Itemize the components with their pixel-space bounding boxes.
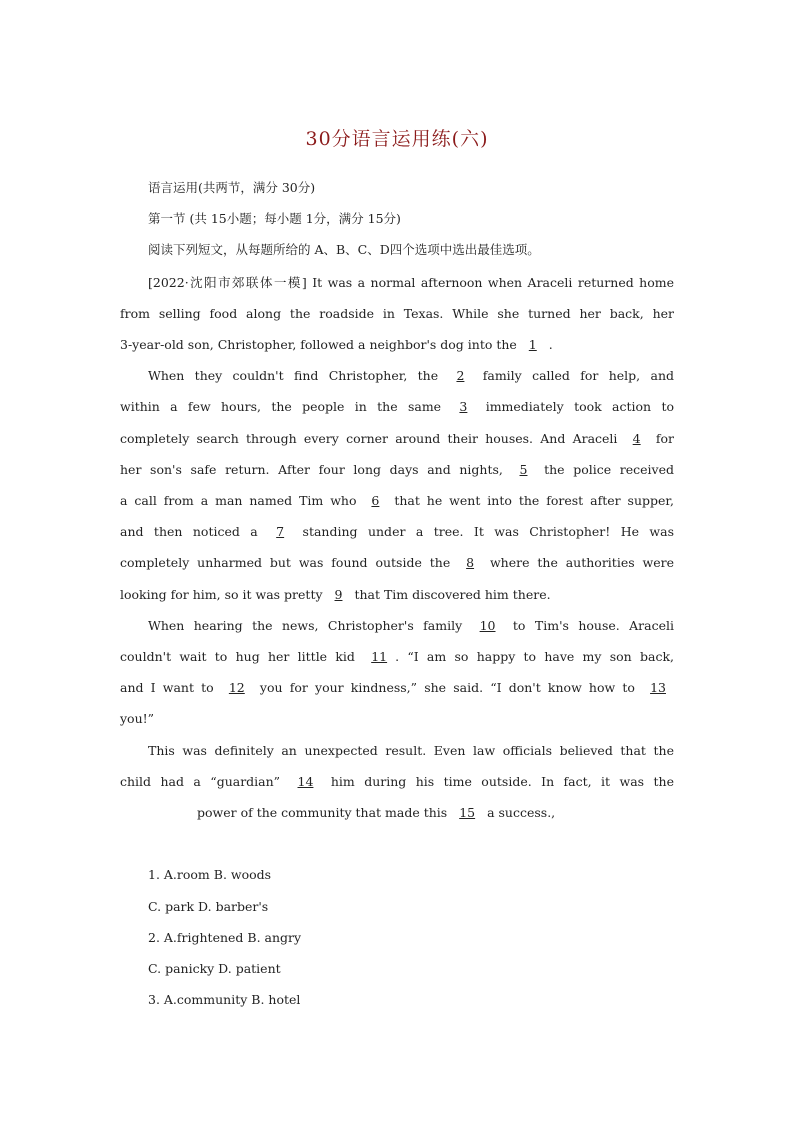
passage-line: completely search through every corner around their houses. And Araceli 4 for — [120, 431, 674, 446]
passage-line: When hearing the news, Christopher's family 10 to Tim's house. Araceli — [148, 618, 675, 633]
task-instructions: 阅读下列短文，从每题所给的 A、B、C、D四个选项中选出最佳选项。 — [148, 242, 540, 257]
passage-line: 3-year-old son, Christopher, followed a neighbor's dog into the 1 . — [120, 337, 553, 352]
passage-line: power of the community that made this 15 a success., — [197, 805, 556, 820]
passage-line: child had a “guardian” 14 him during his time outside. In fact, it was the — [120, 774, 674, 789]
blank-1: 1 — [528, 337, 537, 352]
blank-4: 4 — [632, 431, 641, 446]
section-heading: 语言运用(共两节，满分 30分) — [148, 180, 316, 195]
passage-line: within a few hours, the people in the same 3 immediately took action to — [120, 399, 674, 414]
option-line: 2. A.frightened B. angry — [148, 930, 302, 945]
blank-14: 14 — [297, 774, 314, 789]
passage-line: When they couldn't find Christopher, the 2 family called for help, and — [148, 368, 674, 383]
blank-6: 6 — [371, 493, 380, 508]
passage-line: from selling food along the roadside in Texas. While she turned her back, her — [120, 306, 674, 321]
passage-line: and I want to 12 you for your kindness,” she said. “I don't know how to 13 — [120, 680, 674, 696]
option-line: 3. A.community B. hotel — [148, 992, 301, 1007]
blank-9: 9 — [334, 587, 343, 602]
passage-line: looking for him, so it was pretty 9 that Tim discovered him there. — [120, 587, 551, 602]
passage-line: couldn't wait to hug her little kid 11 . “I am so happy to have my son back, — [120, 649, 674, 664]
option-line: C. park D. barber's — [148, 899, 269, 914]
blank-5: 5 — [519, 462, 528, 477]
passage-line: completely unharmed but was found outside the 8 where the authorities were — [120, 555, 674, 570]
blank-7: 7 — [276, 524, 285, 539]
blank-8: 8 — [466, 555, 475, 570]
passage-line: a call from a man named Tim who 6 that he went into the forest after supper, — [120, 493, 674, 508]
passage-line: This was definitely an unexpected result. Even law officials believed that the — [148, 743, 674, 758]
option-line: C. panicky D. patient — [148, 961, 281, 976]
blank-12: 12 — [228, 680, 245, 695]
blank-3: 3 — [459, 399, 468, 414]
blank-10: 10 — [479, 618, 496, 633]
section-instructions: 第一节 (共 15小题；每小题 1分，满分 15分) — [148, 211, 401, 226]
passage-line: [2022·沈阳市郊联体一模] It was a normal afternoon when Araceli returned home — [148, 275, 674, 290]
page-title: 30分语言运用练(六) — [305, 128, 489, 150]
passage-line: her son's safe return. After four long days and nights, 5 the police received — [120, 462, 675, 477]
option-line: 1. A.room B. woods — [148, 867, 272, 882]
passage-line: you!” — [120, 711, 155, 726]
passage-line: and then noticed a 7 standing under a tree. It was Christopher! He was — [120, 524, 675, 539]
blank-15: 15 — [459, 805, 476, 820]
blank-13: 13 — [650, 680, 666, 695]
blank-2: 2 — [456, 368, 465, 383]
blank-11: 11 — [371, 649, 388, 664]
